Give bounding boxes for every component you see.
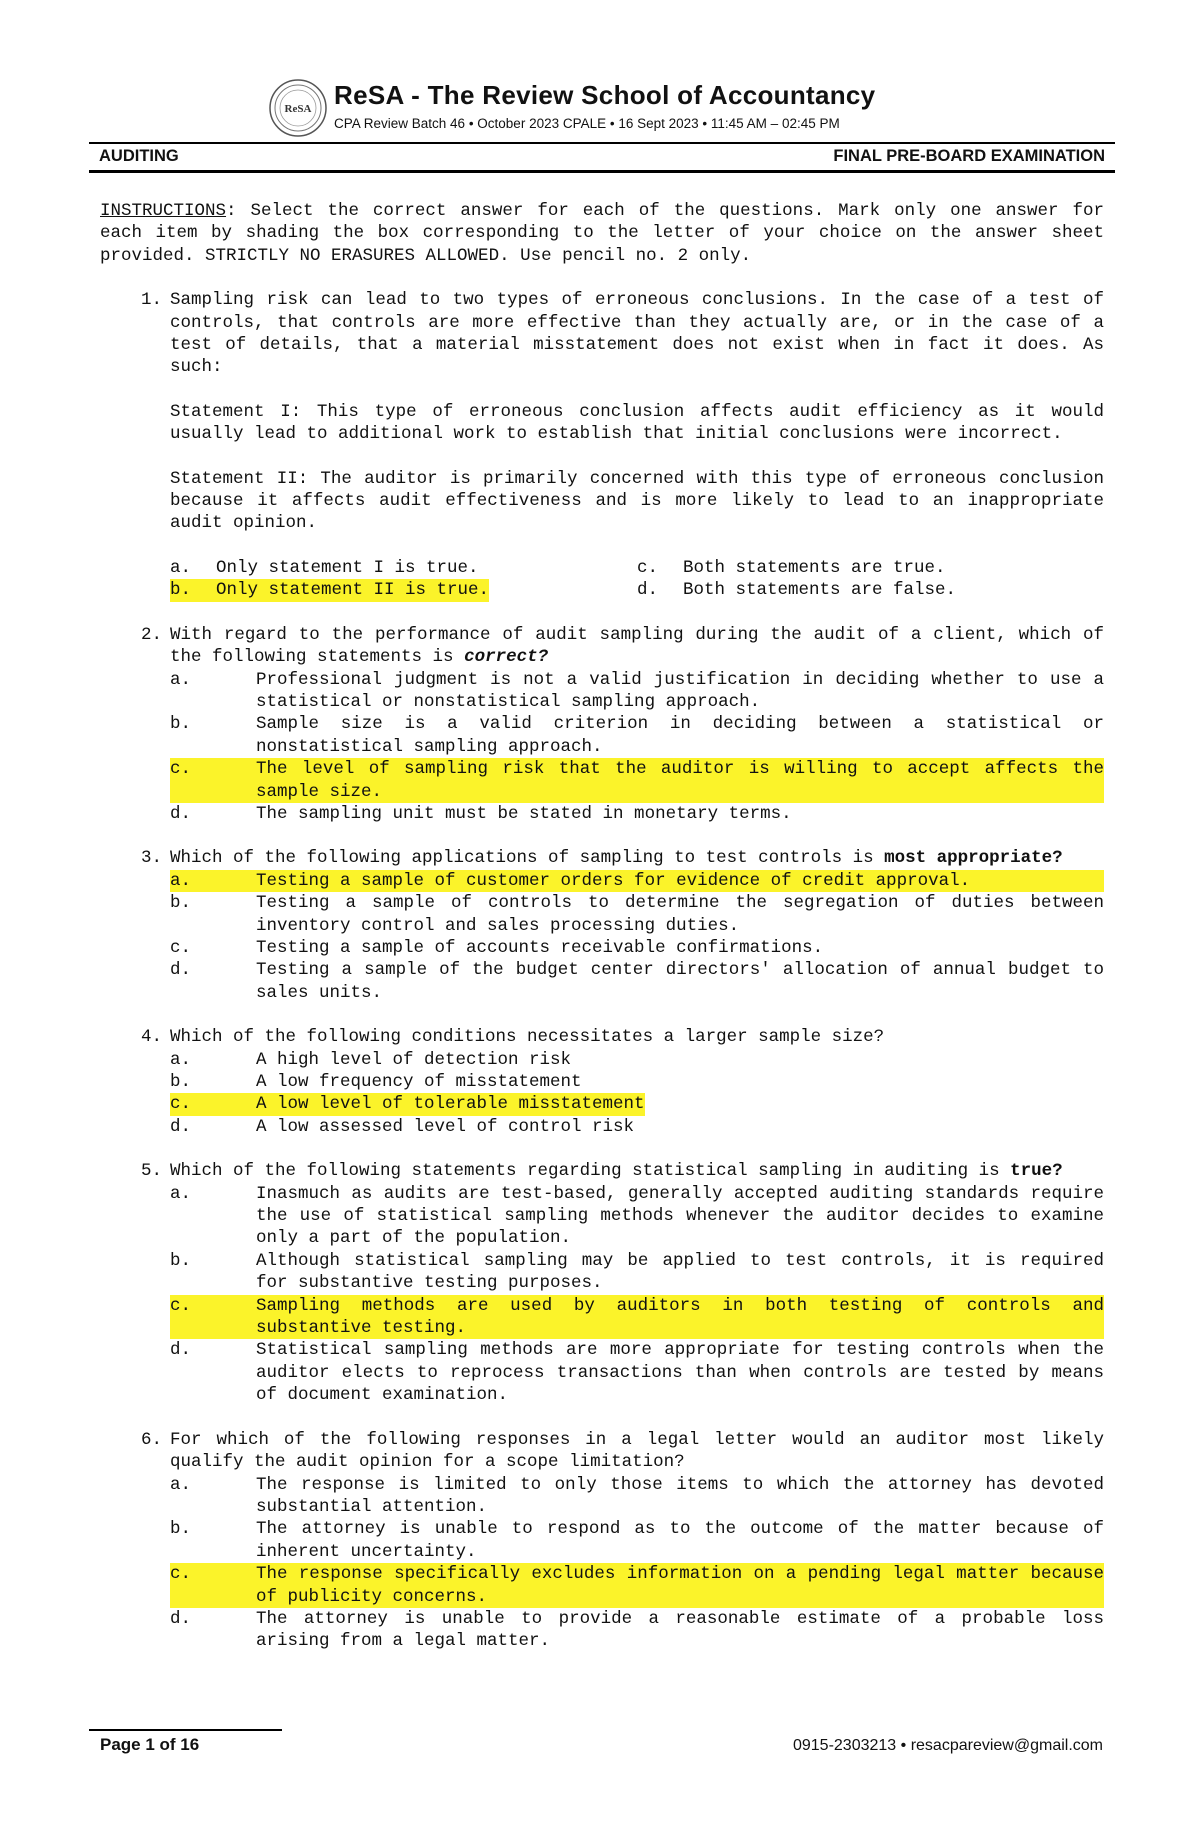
choice-b: b. The attorney is unable to respond as to the outcome of the matter because of inherent uncertainty.	[170, 1519, 1104, 1562]
page-number: Page 1 of 16	[100, 1735, 200, 1754]
choice-d: d. Statistical sampling methods are more appropriate for testing controls when the auditor elects to reprocess transactions than when controls are tested by means of document examination.	[170, 1340, 1104, 1406]
question-text: For which of the following responses in a legal letter would an auditor most likely qualify the audit opinion for a scope limitation?	[170, 1429, 1104, 1473]
question-text: Which of the following statements regarding statistical sampling in auditing is true?	[170, 1161, 1063, 1182]
footer-rule	[89, 1729, 282, 1731]
instructions-label: INSTRUCTIONS	[100, 201, 227, 221]
question-text: Which of the following applications of sampling to test controls is most appropriate?	[170, 848, 1063, 869]
choice-c-answer: c. The response specifically excludes information on a pending legal matter because of publicity concerns.	[170, 1564, 1104, 1607]
choices	[170, 557, 1104, 602]
page-header	[268, 76, 968, 136]
question-number: 4.	[140, 1027, 162, 1048]
choice-d: d. The sampling unit must be stated in monetary terms.	[170, 803, 792, 824]
choice-c: c. Both statements are true.	[637, 557, 946, 578]
choice-b: b. Testing a sample of controls to determine the segregation of duties between inventory control and sales processing duties.	[170, 893, 1104, 936]
header-rule-top	[89, 142, 1115, 144]
instructions-text: : Select the correct answer for each of the questions. Mark only one answer for each item by shading the box corresponding to the letter of your choice on the answer sheet provided. STRICTLY NO ERASURES ALLOWED. Use pencil no. 2 only.	[100, 201, 1104, 266]
question-number: 3.	[140, 848, 162, 869]
question-number: 2.	[140, 624, 162, 645]
question-1	[100, 289, 1104, 601]
exam-content	[100, 200, 1104, 1675]
choice-a: a. Inasmuch as audits are test-based, generally accepted auditing standards require the use of statistical sampling methods whenever the auditor decides to examine only a part of the population.	[170, 1183, 1104, 1249]
school-title: ReSA - The Review School of Accountancy	[334, 80, 876, 110]
choice-d: d. The attorney is unable to provide a reasonable estimate of a probable loss arising from a legal matter.	[170, 1608, 1104, 1652]
question-number: 5.	[140, 1161, 162, 1182]
question-number: 6.	[140, 1429, 162, 1450]
question-number: 1.	[140, 290, 162, 311]
choice-d: d. Testing a sample of the budget center directors' allocation of annual budget to sales units.	[170, 960, 1104, 1003]
question-6	[100, 1429, 1104, 1653]
contact-info: 0915-2303213 • resacpareview@gmail.com	[792, 1737, 1103, 1754]
choice-c-answer: c. A low level of tolerable misstatement	[170, 1094, 645, 1115]
exam-label: FINAL PRE-BOARD EXAMINATION	[833, 147, 1105, 165]
choice-d: d. A low assessed level of control risk	[170, 1116, 635, 1137]
question-3	[100, 847, 1104, 1004]
logo-text: ReSA	[284, 103, 312, 115]
subject-label: AUDITING	[99, 147, 179, 165]
question-text: With regard to the performance of audit sampling during the audit of a client, which of the following statements is correct?	[170, 624, 1104, 668]
choice-a: a. Only statement I is true.	[170, 557, 479, 578]
statement-1: Statement I: This type of erroneous conclusion affects audit efficiency as it would usually lead to additional work to establish that initial conclusions were incorrect.	[170, 401, 1104, 445]
question-4	[100, 1026, 1104, 1138]
instructions	[100, 200, 1104, 267]
question-text: Sampling risk can lead to two types of erroneous conclusions. In the case of a test of controls, that controls are more effective than they actually are, or in the case of a test of details, that a material misstatement does not exist when in fact it does. As such:	[170, 290, 1104, 378]
question-2	[100, 624, 1104, 826]
exam-schedule: CPA Review Batch 46 • October 2023 CPALE • 16 Sept 2023 • 11:45 AM – 02:45 PM	[334, 116, 840, 131]
question-text: Which of the following conditions necessitates a larger sample size?	[170, 1027, 885, 1048]
choice-d: d. Both statements are false.	[637, 580, 957, 601]
question-5	[100, 1160, 1104, 1406]
choice-b-answer: b. Only statement II is true.	[170, 580, 490, 601]
choice-b: b. Although statistical sampling may be applied to test controls, it is required for substantive testing purposes.	[170, 1250, 1104, 1294]
choice-b: b. A low frequency of misstatement	[170, 1072, 582, 1092]
choice-a: a. A high level of detection risk	[170, 1049, 572, 1070]
statement-2: Statement II: The auditor is primarily concerned with this type of erroneous conclusion because it affects audit effectiveness and is more likely to lead to an inappropriate audit opinion.	[170, 468, 1104, 534]
choice-c-answer: c. The level of sampling risk that the auditor is willing to accept affects the sample size.	[170, 759, 1104, 802]
choice-b: b. Sample size is a valid criterion in deciding between a statistical or nonstatistical sampling approach.	[170, 714, 1104, 757]
choice-a-answer: a. Testing a sample of customer orders for evidence of credit approval.	[170, 870, 1104, 892]
choice-c-answer: c. Sampling methods are used by auditors in both testing of controls and substantive testing.	[170, 1295, 1104, 1339]
resa-logo-icon	[268, 78, 328, 138]
choice-a: a. Professional judgment is not a valid justification in deciding whether to use a statistical or nonstatistical sampling approach.	[170, 669, 1104, 712]
subject-bar	[89, 145, 1115, 169]
choice-c: c. Testing a sample of accounts receivable confirmations.	[170, 937, 824, 958]
header-rule-bottom	[89, 170, 1115, 173]
choice-a: a. The response is limited to only those items to which the attorney has devoted substantial attention.	[170, 1474, 1104, 1517]
